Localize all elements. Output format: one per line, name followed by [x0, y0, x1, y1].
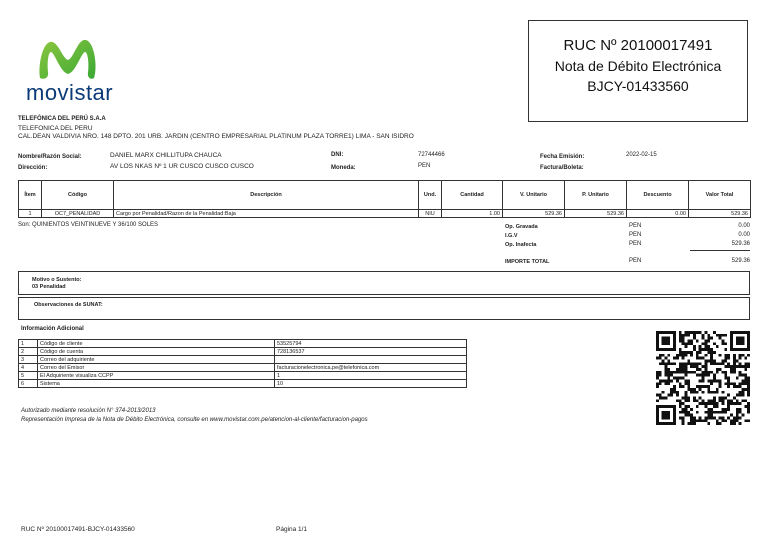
info-index: 3: [19, 356, 38, 364]
amount-in-words: Son: QUINIENTOS VEINTINUEVE Y 36/100 SOLES: [18, 222, 159, 228]
info-index: 6: [19, 380, 38, 388]
total-value-importe: 529.36: [731, 258, 750, 264]
info-label: Correo del adquiriente: [38, 356, 275, 364]
col-header-quantity: Cantidad: [442, 181, 503, 210]
total-currency-gravada: PEN: [629, 223, 642, 229]
table-row: [19, 380, 467, 388]
items-table: [18, 180, 751, 218]
item-quantity: 1.00: [442, 210, 503, 218]
dni-label: DNI:: [331, 152, 344, 158]
customer-name-label: Nombre/Razón Social:: [18, 154, 82, 160]
authorization-note: Autorizado mediante resolución N° 374-2013/2013: [21, 408, 156, 414]
currency-label: Moneda:: [331, 165, 356, 171]
ruc-box: [528, 20, 748, 122]
info-index: 2: [19, 348, 38, 356]
page-number: Página 1/1: [276, 526, 308, 533]
info-value: 10: [275, 380, 467, 388]
items-header-row: [19, 181, 751, 210]
movistar-m-icon: [36, 36, 100, 82]
item-unit-value: 529.36: [503, 210, 565, 218]
issue-date-label: Fecha Emisión:: [540, 154, 585, 160]
item-number: 1: [19, 210, 42, 218]
info-label: El Adquiriente visualiza CCPP: [38, 372, 275, 380]
info-label: Código de cliente: [38, 340, 275, 348]
table-row: [19, 356, 467, 364]
info-label: Código de cuenta: [38, 348, 275, 356]
table-row: [19, 340, 467, 348]
observaciones-box: [18, 297, 750, 320]
issuer-trade-name: TELEFONICA DEL PERU: [18, 125, 93, 132]
brand-wordmark: movistar: [26, 80, 114, 105]
observaciones-label: Observaciones de SUNAT:: [34, 302, 103, 308]
info-value: 1: [275, 372, 467, 380]
total-label-gravada: Op. Gravada: [505, 224, 538, 230]
info-value: facturacionelectronica.pe@telefonica.com: [275, 364, 467, 372]
total-label-importe: IMPORTE TOTAL: [505, 259, 550, 265]
table-row: [19, 210, 751, 218]
table-row: [19, 364, 467, 372]
col-header-unit: Und.: [419, 181, 442, 210]
col-header-item: Ítem: [19, 181, 42, 210]
table-row: [19, 348, 467, 356]
issuer-name: TELEFÓNICA DEL PERÚ S.A.A: [18, 116, 106, 122]
item-description: Cargo por Penalidad/Razon de la Penalidad:Baja: [114, 210, 419, 218]
info-value: 728136537: [275, 348, 467, 356]
additional-info-title: Información Adicional: [21, 326, 84, 332]
info-value: [275, 356, 467, 364]
ruc-number: RUC Nº 20100017491: [563, 37, 713, 54]
item-total: 529.36: [689, 210, 751, 218]
item-unit: NIU: [419, 210, 442, 218]
total-label-igv: I.G.V: [505, 233, 518, 239]
customer-address-label: Dirección:: [18, 165, 48, 171]
col-header-unit-price: P. Unitario: [565, 181, 627, 210]
motivo-value: 03 Penalidad: [32, 284, 66, 290]
additional-info-table: [18, 339, 467, 388]
col-header-discount: Descuento: [627, 181, 689, 210]
item-code: OC7_PENALIDAD: [42, 210, 114, 218]
table-row: [19, 372, 467, 380]
total-value-igv: 0.00: [738, 232, 750, 238]
currency-value: PEN: [418, 163, 431, 169]
total-label-inafecta: Op. Inafecta: [505, 242, 537, 248]
info-index: 5: [19, 372, 38, 380]
dni-value: 72744466: [418, 152, 445, 158]
document-type: Nota de Débito Electrónica: [554, 58, 722, 74]
info-value: 53525794: [275, 340, 467, 348]
total-value-gravada: 0.00: [738, 223, 750, 229]
info-label: Correo del Emisor: [38, 364, 275, 372]
col-header-code: Código: [42, 181, 114, 210]
total-currency-inafecta: PEN: [629, 241, 642, 247]
issue-date: 2022-02-15: [626, 152, 657, 158]
col-header-description: Descripción: [114, 181, 419, 210]
qr-code-icon: [656, 331, 750, 425]
representation-note: Representación Impresa de la Nota de Débito Electrónica, consulte en www.movistar.com.pe/atencion-al-cliente/facturacion-pagos: [21, 417, 368, 423]
issuer-address: CAL.DEAN VALDIVIA NRO. 148 DPTO. 201 URB. JARDIN (CENTRO EMPRESARIAL PLATINUM PLAZA TORRE1) LIMA - SAN ISIDRO: [18, 133, 414, 140]
footer-reference: RUC Nº 20100017491-BJCY-01433560: [21, 526, 135, 533]
info-label: Sistema: [38, 380, 275, 388]
invoice-label: Factura/Boleta:: [540, 165, 584, 171]
info-index: 1: [19, 340, 38, 348]
total-currency-igv: PEN: [629, 232, 642, 238]
col-header-unit-value: V. Unitario: [503, 181, 565, 210]
col-header-total: Valor Total: [689, 181, 751, 210]
total-value-inafecta: 529.36: [731, 241, 750, 247]
motivo-box: [18, 271, 750, 295]
item-discount: 0.00: [627, 210, 689, 218]
customer-address: AV LOS NKAS Nº 1 UR CUSCO CUSCO CUSCO: [110, 163, 254, 170]
info-index: 4: [19, 364, 38, 372]
motivo-label: Motivo o Sustento:: [32, 277, 82, 283]
item-unit-price: 529.36: [565, 210, 627, 218]
customer-name: DANIEL MARX CHILLITUPA CHAUCA: [110, 152, 222, 159]
totals-divider: [690, 250, 750, 251]
document-number: BJCY-01433560: [587, 78, 689, 94]
total-currency-importe: PEN: [629, 258, 642, 264]
